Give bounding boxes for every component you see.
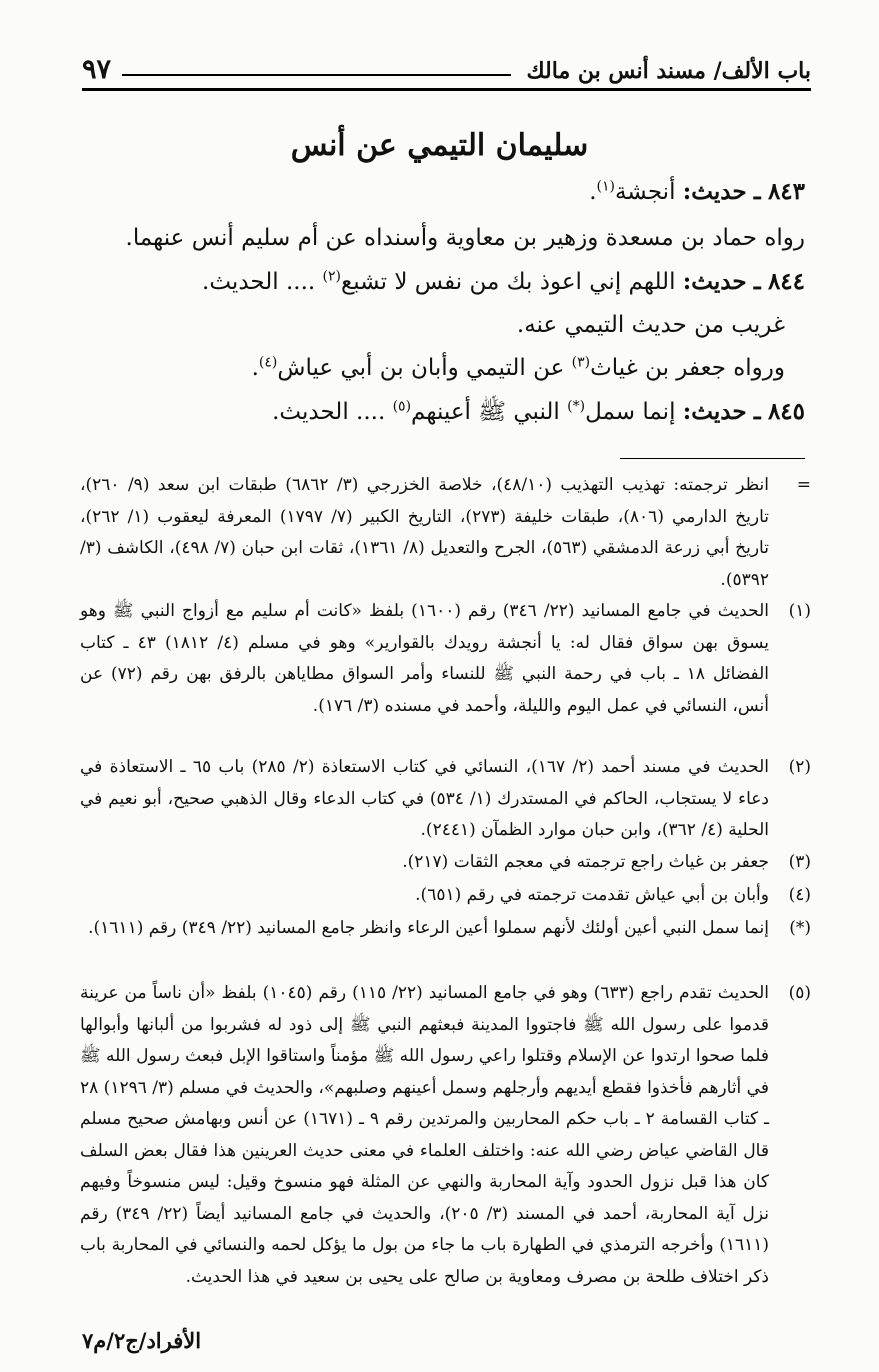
- note-ref: (٤): [258, 354, 278, 371]
- hadith-845: ٨٤٥ ـ حديث: إنما سمل(*) النبي ﷺ أعينهم$^{(٥)}$ .... الحديث.: [272, 398, 805, 425]
- footnote-2: (٢) الحديث في مسند أحمد (٢/ ١٦٧)، النسائي في كتاب الاستعاذة (٢/ ٢٨٥) باب ٦٥ ـ الاستعاذة في دعاء لا يستجاب، الحاكم في المستدرك (١/ ٥٣٤) في كتاب الدعاء وقال الذهبي صحيح، أبو نعيم في الحلية (٤/ ٣٦٢)، وابن حبان موارد الظمآن (٢٤٤١).: [80, 757, 811, 840]
- signature-mark: الأفراد/ج٢/م٧: [82, 1328, 202, 1353]
- footnote-separator: [620, 458, 805, 459]
- footnote-1: (١) الحديث في جامع المسانيد (٢٢/ ٣٤٦) رقم (١٦٠٠) بلفظ «كانت أم سليم مع أزواج النبي ﷺ وهو يسوق بهن سواق فقال له: يا أنجشة رويدك بالقوارير» وهو في مسلم (٤/ ١٨١٢) ٤٣ ـ كتاب الفضائل ١٨ ـ باب في رحمة النبي ﷺ للنساء وأمر السواق مطاياهن بالرفق بهن رقم (٧٢) عن أنس، النسائي في عمل اليوم والليلة، وأحمد في مسنده (٣/ ١٧٦).: [80, 601, 811, 716]
- hadith-844: ٨٤٤ ـ حديث: اللهم إني اعوذ بك من نفس لا تشبع$^{(٢)}$ .... الحديث.: [202, 268, 805, 295]
- footnote-3: (٣) جعفر بن غياث راجع ترجمته في معجم الثقات (٢١٧).: [402, 852, 811, 872]
- section-title: باب الألف/ مسند أنس بن مالك: [526, 58, 811, 84]
- hadith-843: ٨٤٣ ـ حديث: أنجشة$^{(١)}$.: [589, 178, 805, 205]
- footnote-5: (٥) الحديث تقدم راجع (٦٣٣) وهو في جامع المسانيد (٢٢/ ١١٥) رقم (١٠٤٥) بلفظ «أن ناساً من عرينة قدموا على رسول الله ﷺ فاجتووا المدينة فبعثهم النبي ﷺ إلى ذود له فشربوا من ألبانها وأبوالها فلما صحوا ارتدوا عن الإسلام وقتلوا راعي رسول الله ﷺ مؤمناً واستاقوا الإبل فبعث رسول الله ﷺ في أثارهم فأخذوا فقطع أيديهم وأرجلهم وسمل أعينهم وصلبهم»، والحديث في مسلم (٣/ ١٢٩٦) ٢٨ ـ كتاب القسامة ٢ ـ باب حكم المحاربين والمرتدين رقم ٩ ـ (١٦٧١) عن أنس وبهامش صحيح مسلم قال القاضي عياض رضي الله عنه: واختلف العلماء في معنى حديث العرينين هذا فقال بعض السلف كان هذا قبل نزول الحدود وآية المحاربة والنهي عن المثلة فهو منسوخ وقيل: ليس منسوخاً وفيهم نزل آية المحاربة، أحمد في المسند (٣/ ٢٠٥)، والحديث في جامع المسانيد أيضاً (٢٢/ ٣٤٩) رقم (١٦١١) وأخرجه الترمذي في الطهارة باب ما جاء من بول ما يؤكل لحمه والنسائي في المحاربة باب ذكر اختلاف طلحة بن مصرف ومعاوية بن صالح على يحيى بن سعيد في هذا الحديث.: [80, 983, 811, 1287]
- note-ref: (٣): [571, 354, 591, 371]
- narration-line-2: ورواه جعفر بن غياث$^{(٣)}$ عن التيمي وأبان بن أبي عياش$^{(٤)}$.: [251, 354, 785, 381]
- note-ref: (١): [596, 178, 615, 195]
- footnote-4: (٤) وأبان بن أبي عياش تقدمت ترجمته في رقم (٦٥١).: [415, 885, 811, 905]
- note-ref: (*): [567, 398, 586, 415]
- note-ref: (٢): [322, 268, 341, 285]
- chapter-title: سليمان التيمي عن أنس: [290, 128, 589, 163]
- header-rule: [122, 74, 511, 76]
- page-number: ٩٧: [82, 54, 112, 85]
- comment-line: غريب من حديث التيمي عنه.: [516, 312, 785, 338]
- footnote-star: (*) إنما سمل النبي أعين أولئك لأنهم سملوا أعين الرعاء وانظر جامع المسانيد (٢٢/ ٣٤٩) رقم (١٦١١).: [88, 918, 811, 938]
- footnote-continued: = انظر ترجمته: تهذيب التهذيب (٤٨/١٠)، خلاصة الخزرجي (٣/ ٦٨٦٢) طبقات ابن سعد (٩/ ٢٦٠)، تاريخ الدارمي (٨٠٦)، طبقات خليفة (٢٧٣)، التاريخ الكبير (٧/ ١٧٩٧) المعرفة ليعقوب (١/ ٢٦٢)، تاريخ أبي زرعة الدمشقي (٥٦٣)، الجرح والتعديل (٨/ ١٣٦١)، ثقات ابن حبان (٧/ ٤٩٨)، الكاشف (٣/ ٥٣٩٢).: [80, 475, 811, 590]
- running-header: [82, 52, 811, 91]
- note-ref: (٥): [392, 398, 412, 415]
- narration-line: رواه حماد بن مسعدة وزهير بن معاوية وأسنداه عن أم سليم أنس عنهما.: [125, 225, 805, 251]
